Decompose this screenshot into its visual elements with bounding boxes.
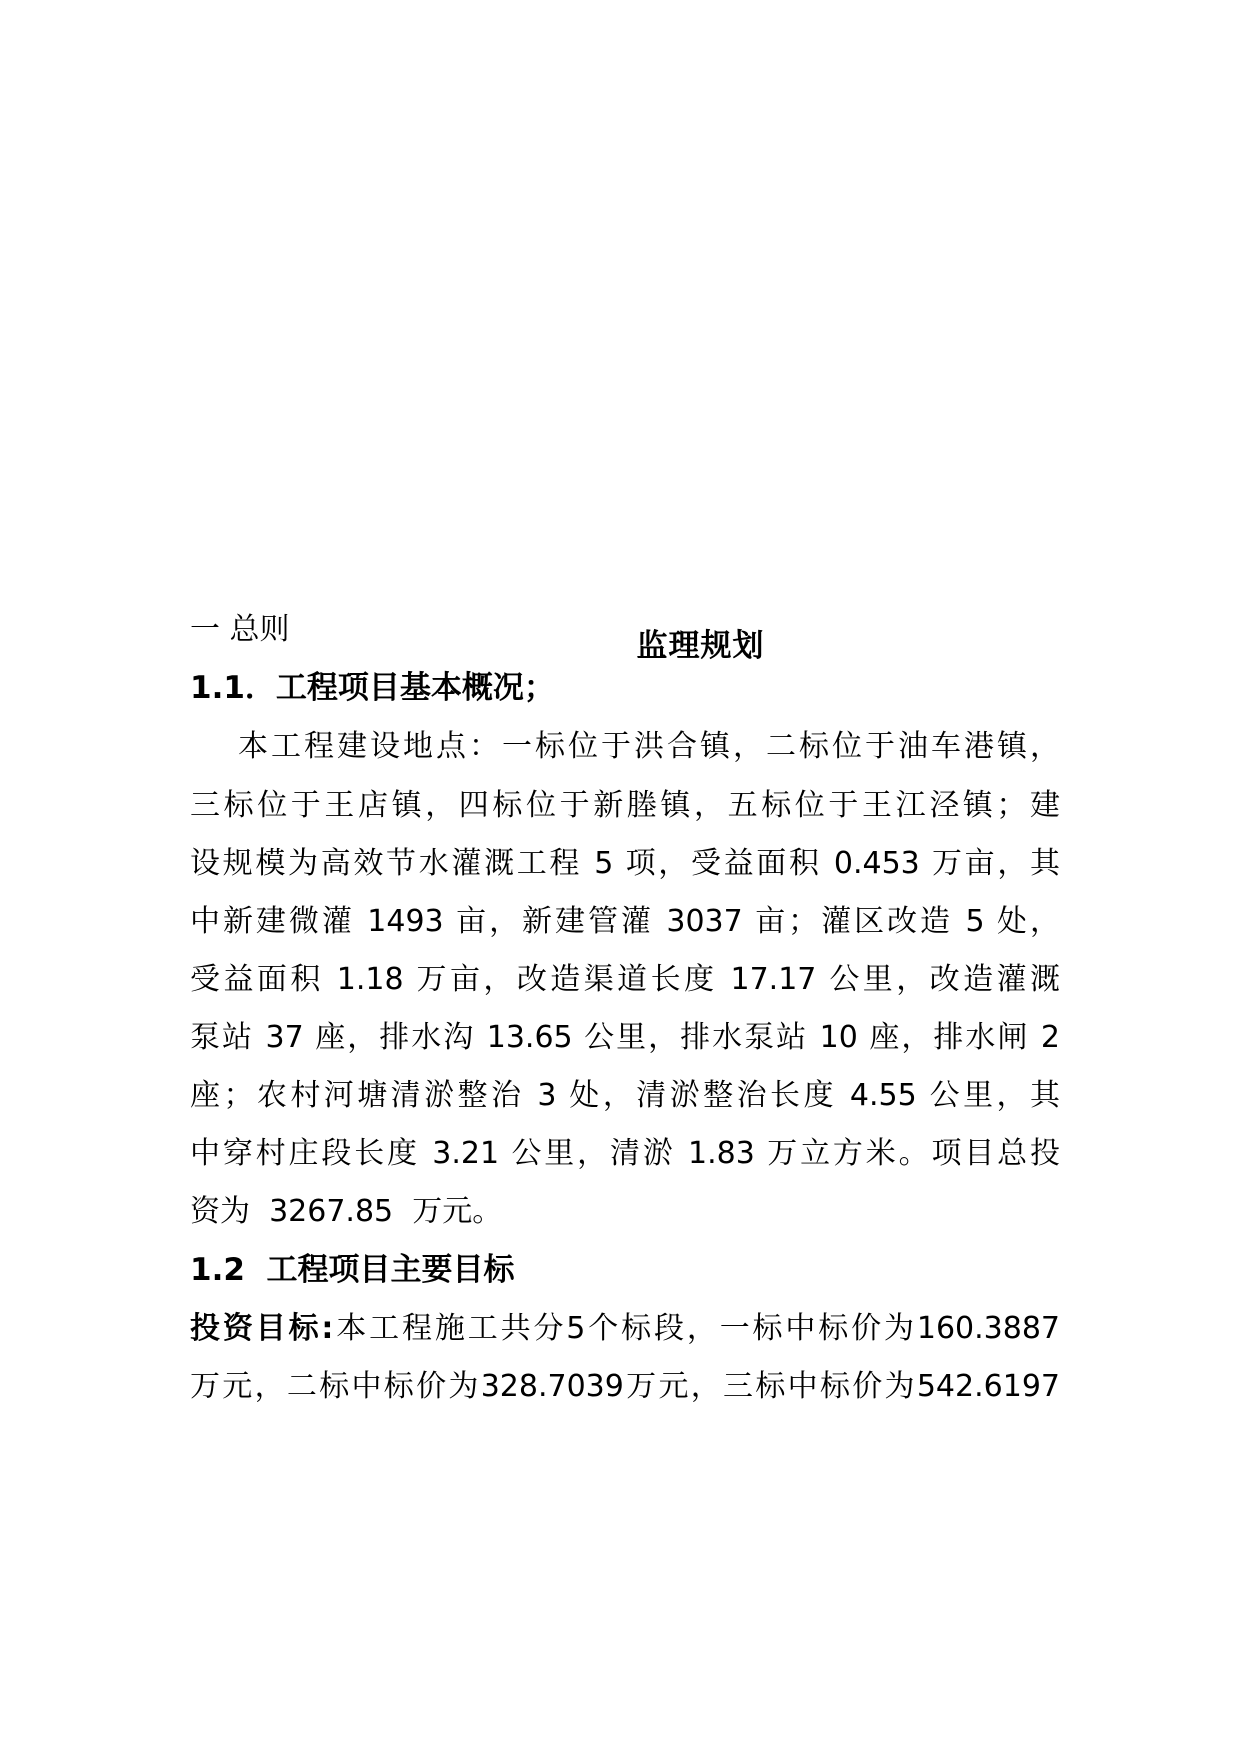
paragraph-line: 座；农村河塘清淤整治 3 处，清淤整治长度 4.55 公里，其 (190, 1078, 1060, 1113)
paragraph-line: 受益面积 1.18 万亩，改造渠道长度 17.17 公里，改造灌溉 (190, 962, 1060, 997)
paragraph-line: 本工程建设地点：一标位于洪合镇，二标位于油车港镇， (238, 729, 1060, 764)
section-heading-1-1: 1.1．工程项目基本概况； (190, 670, 555, 706)
paragraph-line: 泵站 37 座，排水沟 13.65 公里，排水泵站 10 座，排水闸 2 (190, 1020, 1060, 1055)
investment-goal-line (190, 1309, 1060, 1349)
document-title: 监理规划 (636, 628, 765, 664)
paragraph-line: 中新建微灌 1493 亩，新建管灌 3037 亩；灌区改造 5 处， (190, 904, 1060, 939)
chapter-heading-text: 一 总则 (190, 612, 290, 647)
investment-goal-text: 本工程施工共分5个标段，一标中标价为160.3887 (333, 1311, 1060, 1346)
paragraph-line: 设规模为高效节水灌溉工程 5 项，受益面积 0.453 万亩，其 (190, 846, 1060, 881)
section-heading-1-2: 1.2 工程项目主要目标 (190, 1252, 515, 1288)
investment-goal-label: 投资目标: (190, 1311, 334, 1346)
paragraph-line: 资为 3267.85 万元。 (190, 1194, 503, 1229)
paragraph-line: 中穿村庄段长度 3.21 公里，清淤 1.83 万立方米。项目总投 (190, 1136, 1060, 1171)
chapter-heading (190, 610, 1060, 650)
paragraph-line: 三标位于王店镇，四标位于新塍镇，五标位于王江泾镇；建 (190, 788, 1060, 823)
paragraph-line: 万元，二标中标价为328.7039万元，三标中标价为542.6197 (190, 1369, 1060, 1404)
